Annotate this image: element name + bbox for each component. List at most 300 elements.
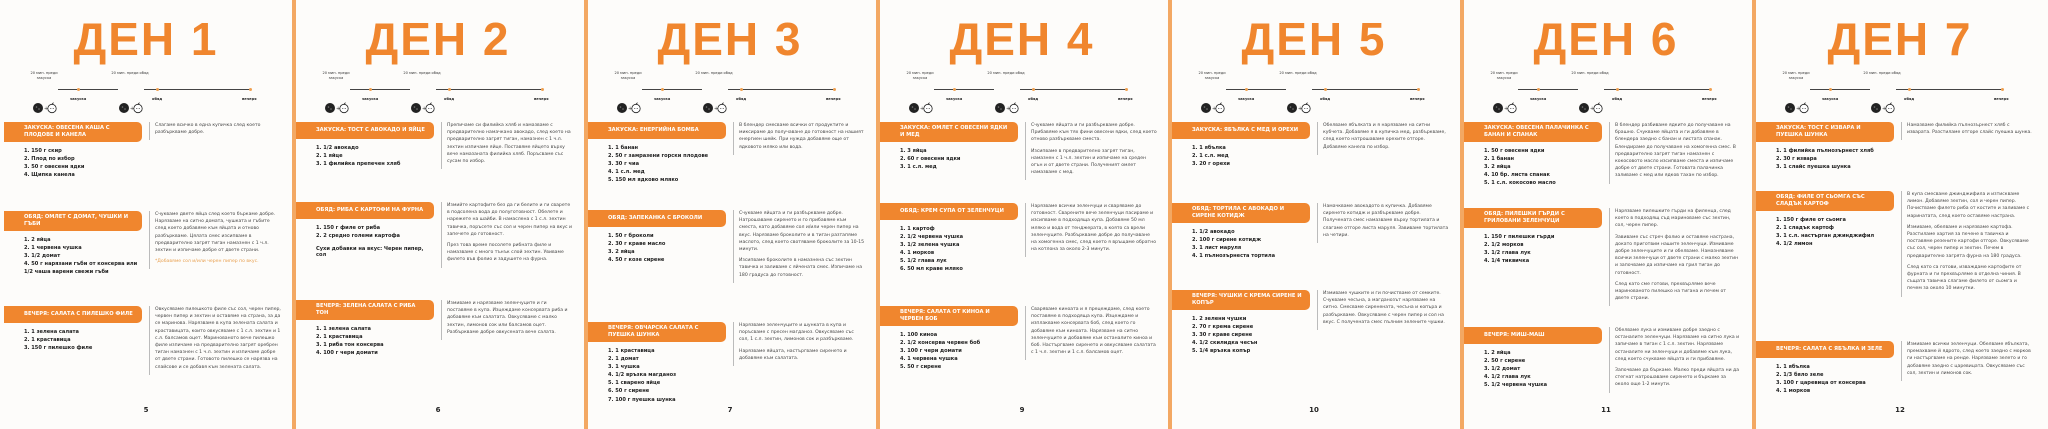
meal-breakfast	[1756, 122, 2048, 171]
timeline-label-lunch: обяд	[1904, 97, 1915, 101]
recipe-instructions	[1025, 306, 1157, 360]
ingredient-item: 3. 2 яйца	[608, 249, 635, 256]
ingredient-item: 3. 1 с.л. мед	[900, 164, 937, 171]
meal-dinner	[1756, 341, 2048, 395]
ingredient-item: 1. 1 ябълка	[1192, 145, 1226, 151]
instruction-paragraph: След като са готови, изваждаме картофите от фурната и ги прехвърляме в отделна чиния. В същата тавичка слагаме филето от сьомга и печем за около 10 минутки.	[1907, 264, 2022, 292]
meal-header: ВЕЧЕРЯ: САЛАТА ОТ КИНОА И ЧЕРВЕН БОБ	[880, 306, 1018, 326]
instruction-paragraph: Завиваме със стреч фолио и оставяме настрана, докато приготвим нашите зеленчуци. Измиваме добре зеленчуците и ги обелваме. Намазняваме всички зеленчуци от двете страни с малко зехтин и започваме да изпичаме на грил тиган до готовност.	[1615, 234, 1739, 276]
meal-header: ОБЯД: ЗАПЕКАНКА С БРОКОЛИ	[588, 210, 726, 227]
timeline-dot-lunch	[448, 88, 451, 91]
ingredient-item: 1. 50 г броколи	[608, 233, 654, 239]
timeline-label-dinner: вечеря	[1118, 97, 1133, 101]
page-number: 7	[727, 406, 733, 414]
ingredient-list	[316, 224, 434, 240]
timeline-line	[436, 89, 542, 90]
ingredient-item: 4. 1/2 скилидка чесън	[1192, 340, 1258, 347]
page-day-7	[1752, 0, 2048, 429]
ingredient-item: 2. Плод по избор	[24, 156, 75, 163]
day-title: ДЕН 4	[949, 13, 1095, 65]
instruction-paragraph: Счукваме двете яйца след което бъркаме добре. Нарязваме на ситно домата, чушката и гъбите след което добавяме към яйцата и отново разбъркваме. Цялата смес изсипваме в предварително загрят тиган намазнен с 1 ч.л. зехтин и изпичаме добре от двете страни.	[155, 212, 276, 254]
meal-lunch	[1756, 191, 2048, 292]
timeline-label-before-lunch: 20 мин. преди обяд	[111, 71, 149, 75]
svg-text:+: +	[44, 106, 49, 112]
timeline-line	[1604, 89, 1710, 90]
timeline-label-dinner: вечеря	[242, 97, 257, 101]
timeline-label-before-lunch: 20 мин. преди обяд	[403, 71, 441, 75]
ingredient-list	[1484, 147, 1602, 187]
timeline-dot-dinner	[541, 88, 544, 91]
timeline-dot-lunch	[1324, 88, 1327, 91]
meal-lunch	[588, 210, 876, 278]
timeline-line	[1896, 89, 2002, 90]
ingredient-item: 2. 1/3 бяло зеле	[1776, 372, 1824, 379]
recipe-instructions	[1317, 122, 1449, 155]
ingredient-item: 3. 30 г краве сирене	[1192, 332, 1253, 339]
instruction-paragraph: Измиваме и нарязваме зеленчуците и ги поставяме в купа. Изцеждаме консервата риба и добавяме към салатата. Овкусяваме с малко зехтин, лимонов сок или балсамов оцет. Разбъркваме добре овкусената вече салата.	[447, 301, 568, 335]
meal-header: ОБЯД: ОМЛЕТ С ДОМАТ, ЧУШКИ И ГЪБИ	[4, 211, 142, 231]
ingredient-item: 1. 2 зелени чушки	[1192, 316, 1247, 322]
timeline-label-breakfast: закуска	[362, 97, 379, 101]
ingredient-list	[24, 236, 142, 276]
page-day-2	[292, 0, 584, 429]
meal-header: ВЕЧЕРЯ: ОВЧАРСКА САЛАТА С ПУЕШКА ШУНКА	[588, 322, 726, 342]
timeline-dot-lunch	[156, 88, 159, 91]
meal-lunch	[1172, 203, 1460, 260]
ingredient-item: 2. 1 с.л. мед	[1192, 153, 1229, 160]
timeline-dot-lunch	[740, 88, 743, 91]
ingredient-item: 2. 30 г извара	[1776, 156, 1817, 163]
timeline-label-before-breakfast: 20 мин. преди закуска	[1782, 71, 1810, 80]
instruction-paragraph: Измийте картофите без да ги белите и ги сварете в подсолена вода до полуготовност. Обелете и нарежете на шайби. В намаслена с 1 с.л. зехтин тавичка, поръсете със сол и черен пипер на вкус и запечете до готовност.	[447, 203, 573, 237]
ingredient-list	[1484, 233, 1602, 265]
timeline-dot-breakfast	[77, 88, 80, 91]
meal-header: ВЕЧЕРЯ: МИШ-МАШ	[1464, 327, 1602, 344]
ingredient-item: 4. 1/2 лимон	[1776, 241, 1813, 248]
instruction-paragraph: Овкусяваме пилешкото филе със сол, черен пипер, червен пипер и зехтин и оставяме на страна, за да се маринова. Нарязваме в купа зелената салата и краставицата, които овкусяваме с 1 с.л. зехтин и 1 с.л. балсамов оцет. Маринованото вече пилешко филе изпичаме на предварително загрят оребрен тиган намазнен с 1 ч.л. зехтин и изпичаме добре от двете страни. Готовото пилешко се нарязва на слайсове и се добавя към зелената салата.	[155, 307, 281, 370]
ingredient-item: 2. 50 г замразени горски плодове	[608, 153, 709, 160]
recipe-instructions	[1609, 122, 1741, 184]
meal-dinner	[1464, 327, 1752, 389]
timeline-line	[144, 89, 250, 90]
page-day-6	[1460, 0, 1752, 429]
ingredient-item: 5. 1 сварено яйце	[608, 380, 661, 387]
timeline-label-before-lunch: 20 мин. преди обяд	[1863, 71, 1901, 75]
meal-dinner	[1172, 290, 1460, 355]
ingredient-item: 2. 1 яйце	[316, 153, 343, 160]
day-title: ДЕН 2	[365, 13, 511, 65]
ingredient-item: 4. Щипка канела	[24, 172, 75, 179]
timeline-label-before-breakfast: 20 мин. преди закуска	[1490, 71, 1518, 80]
instruction-paragraph: Нарязваме яйцата, настъргваме сиренето и добавяме към салатата.	[739, 348, 847, 361]
ingredient-item: 2. 1/2 червена чушка	[900, 234, 964, 241]
instruction-paragraph: Нарязваме зеленчуците и шунката в купа и поръсваме с пресен магданоз. Овкусяваме със сол, 1 с.л. зехтин, лимонов сок и разбъркваме.	[739, 323, 854, 343]
timeline-label-dinner: вечеря	[826, 97, 841, 101]
instruction-paragraph: Измиваме, обелваме и нарязваме картофа. Разстиламе хартия за печене в тавичка и поставяме резените картофи отгоре. Овкусяваме със сол, черен пипер и зехтин. Печем в предварително загрята фурна на 180 градуса.	[1907, 224, 2029, 259]
ingredient-item: 4. 10 бр. листа спанак	[1484, 172, 1550, 179]
instruction-paragraph: Препичаме си филийка хляб и намазваме с предварително намачкано авокадо, след което на предварително загрят тиган, намазнен с 1 ч.л. зехтин изпичаме яйце. Поставяме яйцето върху вече намазаната филийка хляб. Поръсваме със сусам по избор.	[447, 123, 571, 165]
ingredient-list	[316, 325, 434, 357]
timeline-label-before-lunch: 20 мин. преди обяд	[987, 71, 1025, 75]
timeline-line	[1518, 89, 1578, 90]
timeline-line	[1226, 89, 1286, 90]
ingredient-item: 5. 50 г сирене	[900, 364, 942, 371]
page-number: 11	[1601, 406, 1611, 414]
ingredient-list	[608, 144, 726, 184]
meal-dinner	[4, 306, 292, 370]
page-day-1	[0, 0, 292, 429]
svg-text:+: +	[628, 106, 633, 112]
instruction-paragraph: През това време посолете рибната филе и намазваме с много тънък слой зехтин. Увиваме филето във фолио и задушете на фурна.	[447, 243, 564, 263]
instruction-paragraph: Измиваме чушките и ги почистваме от семките. Счукваме чесъна, а магданозът нарязваме на ситно. Смесваме сиренената, чесъна и копъра и разбъркваме. Овкусяваме с черен пипер и сол на вкус. С получената смес пълним зелените чушки.	[1323, 291, 1445, 325]
timeline-label-lunch: обяд	[152, 97, 163, 101]
ingredient-item: 4. 1 морков	[900, 250, 935, 257]
instruction-paragraph: Слагаме всичко в една купичка след което разбъркваме добре.	[155, 123, 261, 136]
instruction-paragraph: Счукваме яйцата и ги разбъркваме добре. Прибавяме към тях фини овесени ядки, след което отново разбъркваме сместа.	[1031, 123, 1157, 143]
ingredient-item: 1. 1 картоф	[900, 226, 935, 232]
meal-timeline	[1168, 66, 1460, 112]
timeline-label-lunch: обяд	[736, 97, 747, 101]
timeline-line	[934, 89, 994, 90]
ingredient-item: 5. 1/2 червена чушка	[1484, 382, 1548, 389]
timeline-line	[1810, 89, 1870, 90]
ingredient-item: 1. 1 ябълка	[1776, 364, 1810, 370]
timeline-label-breakfast: закуска	[1822, 97, 1839, 101]
timeline-dot-breakfast	[1537, 88, 1540, 91]
ingredient-item: 1. 1 банан	[608, 145, 639, 151]
ingredient-item: 1. 150 г филе от сьомга	[1776, 217, 1846, 223]
recipe-instructions	[733, 322, 865, 366]
timeline-label-breakfast: закуска	[1530, 97, 1547, 101]
timeline-dot-lunch	[1032, 88, 1035, 91]
svg-text:+: +	[1298, 106, 1303, 112]
meal-lunch	[1464, 208, 1752, 302]
svg-text:+: +	[1882, 106, 1887, 112]
meal-header: ВЕЧЕРЯ: САЛАТА С ЯБЪЛКА И ЗЕЛЕ	[1756, 341, 1894, 358]
ingredient-list	[1776, 147, 1894, 171]
recipe-instructions	[1025, 122, 1157, 180]
recipe-instructions	[149, 211, 281, 269]
meal-timeline	[876, 66, 1168, 112]
day-title: ДЕН 5	[1241, 13, 1387, 65]
timeline-dot-breakfast	[661, 88, 664, 91]
meal-header: ЗАКУСКА: ЕНЕРГИЙНА БОМБА	[588, 122, 726, 139]
meal-timeline	[292, 66, 584, 112]
ingredient-list	[900, 147, 1018, 171]
ingredient-item: 1. 1/2 авокадо	[1192, 229, 1235, 235]
ingredient-list	[1776, 363, 1894, 395]
meal-header: ЗАКУСКА: ОВЕСЕНА КАША С ПЛОДОВЕ И КАНЕЛА	[4, 122, 142, 142]
timeline-label-before-breakfast: 20 мин. преди закуска	[30, 71, 58, 80]
ingredient-item: 4. 1 с.л. мед	[608, 169, 645, 176]
recipe-instructions	[1317, 290, 1449, 330]
instruction-paragraph: Нарязваме пилешките гърди на филенца, след което в подходящ съд мариноваме със зехтин, сол, черен пипер.	[1615, 209, 1731, 229]
seasoning-note: Сухи добавки на вкус: Черен пипер, сол	[316, 246, 424, 259]
recipe-instructions	[1901, 122, 2033, 140]
ingredient-item: 4. 1/2 връзка магданоз	[608, 372, 677, 379]
instruction-paragraph: Измиваме всички зеленчуци. Обелваме ябълката, премахваме й ядрото, след което заедно с морков ги настъргваме на ренде. Нарязваме зелето и го добавяме заедно с царевицата. Овкусяваме със сол, зехтин и лимонов сок.	[1907, 342, 2031, 376]
recipe-instructions	[1025, 203, 1157, 257]
meal-header: ЗАКУСКА: ТОСТ С ИЗВАРА И ПУЕШКА ШУНКА	[1756, 122, 1894, 142]
timeline-dot-breakfast	[953, 88, 956, 91]
ingredient-item: 2. 1 банан	[1484, 156, 1515, 163]
page-number: 12	[1895, 406, 1905, 414]
recipe-instructions	[733, 210, 865, 283]
timeline-label-breakfast: закуска	[1238, 97, 1255, 101]
instruction-paragraph: След като сме готови, прехвърляме вече маринованото пилешко на тигана и печем от двете страни.	[1615, 281, 1726, 302]
instruction-paragraph: Изсипваме в предварително загрят тиган, намазнен с 1 ч.л. зехтин и изпичаме на среден огън и от двете страни. Полученият омлет намазваме с мед.	[1031, 148, 1147, 176]
timeline-dot-dinner	[833, 88, 836, 91]
timeline-dot-breakfast	[369, 88, 372, 91]
timeline-line	[728, 89, 834, 90]
timeline-dot-dinner	[1417, 88, 1420, 91]
ingredient-list	[1192, 315, 1310, 355]
recipe-instructions	[441, 122, 573, 169]
timeline-dot-dinner	[2001, 88, 2004, 91]
meal-lunch	[4, 211, 292, 276]
recipe-instructions	[149, 306, 281, 375]
ingredient-item: 3. 150 г пилешко филе	[24, 345, 93, 352]
timeline-label-before-breakfast: 20 мин. преди закуска	[322, 71, 350, 80]
instruction-paragraph: Обелваме ябълката и я нарязваме на ситни кубчета. Добавяме я в купичка мед, разбъркваме, след което натрошаваме орехите отгоре. Добавяме канела по избор.	[1323, 123, 1446, 150]
ingredient-item: 3. 1/2 домат	[24, 253, 61, 260]
page-number: 10	[1309, 406, 1319, 414]
ingredient-item: 1. 1 зелена салата	[24, 329, 79, 335]
timeline-dot-breakfast	[1245, 88, 1248, 91]
timeline-line	[58, 89, 118, 90]
instruction-paragraph: Сваряваме киноата и я прецеждаме, след което поставяме в подходяща купа. Изцеждаме и изплакваме консервата боб, след което го добавяме към киноата. Нарязване на ситно зеленчуците и добавяме към останалите киноа и боб. Настъргваме сиренето и овкусяваме салатата с 1 ч.л. зехтин и 1 с.л. балсамов оцет.	[1031, 307, 1156, 356]
timeline-label-breakfast: закуска	[70, 97, 87, 101]
timeline-label-lunch: обяд	[1612, 97, 1623, 101]
ingredient-item: 3. 1 риба тон консерва	[316, 342, 384, 349]
ingredient-item: 1. 2 яйца	[1484, 350, 1511, 356]
timeline-label-lunch: обяд	[1320, 97, 1331, 101]
meal-lunch	[296, 202, 584, 263]
ingredient-item: 3. 100 г чери домати	[900, 348, 962, 355]
ingredient-item: 2. 70 г крема сирене	[1192, 324, 1254, 331]
meal-dinner	[588, 322, 876, 404]
timeline-dot-dinner	[249, 88, 252, 91]
instruction-paragraph: В купа смесваме джинджифила и изтискваме лимон. Добавяме зехтин, сол и черен пипер. Почистваме филето риба от костите и заливаме с маринатата, след което оставяме настрана.	[1907, 192, 2030, 219]
svg-text:+: +	[1006, 106, 1011, 112]
ingredient-item: 3. 1/2 домат	[1484, 366, 1521, 373]
ingredient-item: 1. 3 яйца	[900, 148, 927, 154]
meal-breakfast	[1464, 122, 1752, 187]
meal-header: ОБЯД: КРЕМ СУПА ОТ ЗЕЛЕНЧУЦИ	[880, 203, 1018, 220]
timeline-dot-lunch	[1616, 88, 1619, 91]
ingredient-item: 2. 30 г краве масло	[608, 241, 666, 248]
instruction-paragraph: В блендер смесваме всички от продуктите и миксираме до получаване до готовност на нашият енергиен шейк. При нужда добавяме още от ядковото мляко или вода.	[739, 123, 864, 150]
timeline-label-before-breakfast: 20 мин. преди закуска	[1198, 71, 1226, 80]
ingredient-item: 3. 1 лист маруля	[1192, 245, 1242, 252]
ingredient-item: 4. 1/2 глава лук	[1484, 374, 1531, 381]
ingredient-item: 1. 1/2 авокадо	[316, 145, 359, 151]
day-title: ДЕН 1	[73, 13, 219, 65]
recipe-instructions	[441, 202, 573, 268]
ingredient-item: 2. 1 домат	[608, 356, 639, 363]
ingredient-item: 2. 60 г овесени ядки	[900, 156, 961, 163]
meal-header: ВЕЧЕРЯ: ЗЕЛЕНА САЛАТА С РИБА ТОН	[296, 300, 434, 320]
ingredient-item: 1. 50 г овесени ядки	[1484, 148, 1545, 154]
ingredient-item: 5. 1/4 връзка копър	[1192, 348, 1251, 355]
meal-header: ОБЯД: ТОРТИЛА С АВОКАДО И СИРЕНЕ КОТИДЖ	[1172, 203, 1310, 223]
ingredient-item: 2. 1 краставица	[24, 337, 71, 344]
recipe-instructions	[1901, 341, 2033, 381]
svg-text:+: +	[1796, 106, 1801, 112]
ingredient-item: 3. 20 г орехи	[1192, 161, 1231, 168]
ingredient-item: 3. 1 слайс пуешка шунка	[1776, 164, 1851, 171]
page-number: 6	[435, 406, 441, 414]
svg-text:+: +	[1504, 106, 1509, 112]
ingredient-item: 4. 50 г нарязани гъби от консерва или 1/2 чаша варени свежи гъби	[24, 261, 138, 276]
timeline-line	[350, 89, 410, 90]
ingredient-item: 1. 1 краставица	[608, 348, 655, 354]
meal-header: ОБЯД: ФИЛЕ ОТ СЬОМГА СЪС СЛАДЪК КАРТОФ	[1756, 191, 1894, 211]
meal-header: ВЕЧЕРЯ: ЧУШКИ С КРЕМА СИРЕНЕ И КОПЪР	[1172, 290, 1310, 310]
timeline-label-lunch: обяд	[1028, 97, 1039, 101]
ingredient-item: 3. 2 яйца	[1484, 164, 1511, 171]
page-number: 5	[143, 406, 149, 414]
meal-breakfast	[880, 122, 1168, 176]
timeline-label-dinner: вечеря	[1994, 97, 2009, 101]
ingredient-list	[316, 144, 434, 168]
ingredient-item: 6. 50 г сирене	[608, 388, 650, 395]
ingredient-list	[1192, 144, 1310, 168]
meal-timeline	[1460, 66, 1752, 112]
timeline-label-lunch: обяд	[444, 97, 455, 101]
meal-lunch	[880, 203, 1168, 274]
timeline-label-before-lunch: 20 мин. преди обяд	[695, 71, 733, 75]
svg-text:+: +	[920, 106, 925, 112]
ingredient-item: 1. 100 киноа	[900, 332, 938, 338]
timeline-line	[1020, 89, 1126, 90]
meal-dinner	[880, 306, 1168, 371]
ingredient-item: 4. 1 пълнозърнеста тортила	[1192, 253, 1276, 260]
ingredient-item: 2. 1 червена чушка	[24, 245, 82, 252]
timeline-label-breakfast: закуска	[654, 97, 671, 101]
instruction-paragraph: Намачкваме авокадото в купичка. Добавяме сиренето котидж и разбъркваме добре. Получената смес намазваме върху тортилата и слагаме отгоре листа маруля. Завиваме тортилата на четири.	[1323, 204, 1449, 238]
ingredient-list	[1776, 216, 1894, 248]
instruction-paragraph: Обелваме лука и измиваме добре заедно с останалите зеленчуци. Нарязваме на ситно лука и запичаме в тиган с 1 с.л. зехтин. Нарязваме останалите ни зеленчуци и добавяме към лука, след което счукваме яйцата и ги прибавяме.	[1615, 328, 1740, 362]
timeline-label-before-lunch: 20 мин. преди обяд	[1279, 71, 1317, 75]
meal-header: ЗАКУСКА: ОМЛЕТ С ОВЕСЕНИ ЯДКИ И МЕД	[880, 122, 1018, 142]
ingredient-list	[608, 347, 726, 404]
page-day-4	[876, 0, 1168, 429]
instruction-paragraph: Изсипваме броколите в намазнена със зехтин тавичка и заливаме с яйчената смес. Изпичаме на 180 градуса до готовност.	[739, 258, 863, 278]
meal-header: ОБЯД: РИБА С КАРТОФИ НА ФУРНА	[296, 202, 434, 219]
recipe-instructions	[149, 122, 281, 140]
ingredient-list	[1192, 228, 1310, 260]
ingredient-item: 2. 100 г сирене котидж	[1192, 237, 1262, 244]
day-title: ДЕН 3	[657, 13, 803, 65]
meal-header: ВЕЧЕРЯ: САЛАТА С ПИЛЕШКО ФИЛЕ	[4, 306, 142, 323]
page-number: 9	[1019, 406, 1025, 414]
timeline-dot-breakfast	[1829, 88, 1832, 91]
recipe-instructions	[1317, 203, 1449, 243]
day-title: ДЕН 6	[1533, 13, 1679, 65]
svg-text:+: +	[336, 106, 341, 112]
ingredient-item: 1. 150 г филе от риба	[316, 225, 381, 231]
ingredient-item: 1. 1 филийка пълнозърнест хляб	[1776, 148, 1874, 154]
svg-text:+: +	[130, 106, 135, 112]
instruction-paragraph: Счукваме яйцата и ги разбъркваме добре. Натрошаваме сиренето и го прибавяме към сместа, като добавяме сол и/или черен пипер на вкус. Нарязваме броколите и в тиган разтапяме маслото, след което свотяваме броколите за 10-15 минути.	[739, 211, 865, 253]
ingredient-item: 2. 50 г сирене	[1484, 358, 1526, 365]
ingredient-item: 3. 1 с.л. настърган джинджифил	[1776, 233, 1875, 240]
ingredient-item: 4. 100 г чери домати	[316, 350, 378, 357]
ingredient-item: 3. 1 чушка	[608, 364, 640, 371]
recipe-instructions	[1609, 327, 1741, 393]
ingredient-item: 3. 1/2 зелена чушка	[900, 242, 960, 249]
timeline-line	[642, 89, 702, 90]
meal-header: ЗАКУСКА: ТОСТ С АВОКАДО И ЯЙЦЕ	[296, 122, 434, 139]
timeline-label-before-lunch: 20 мин. преди обяд	[1571, 71, 1609, 75]
instruction-paragraph: Нарязваме всички зеленчуци и сваряваме до готовност. Сварените вече зеленчуци пасираме и изсипваме в подходяща купа. Добавяме 50 мл мляко и вода от тенджерата, в която са врели зеленчуците. Разбъркваме добре до получаване на хомогенна смес, след което я връщаме обратно на котлона за около 2-3 минути.	[1031, 204, 1157, 253]
meal-breakfast	[588, 122, 876, 184]
ingredient-list	[608, 232, 726, 264]
recipe-instructions	[733, 122, 865, 155]
instruction-paragraph: Намазваме филийка пълнозърнест хляб с изварата. Разстиламе отгоре слайс пуешка шунка.	[1907, 123, 2032, 136]
svg-text:+: +	[1212, 106, 1217, 112]
meal-timeline	[584, 66, 876, 112]
svg-text:+: +	[1590, 106, 1595, 112]
instruction-paragraph: Започваме да бъркаме. Малко преди яйцата ни да стегнат натрошаваме сиренето и бъркаме за около още 1-2 минути.	[1615, 368, 1740, 388]
ingredient-item: 3. 50 г овесени ядки	[24, 164, 85, 171]
ingredient-item: 5. 1 с.л. кокосово масло	[1484, 180, 1556, 187]
ingredient-list	[900, 225, 1018, 274]
ingredient-item: 5. 1/2 глава лук	[900, 258, 947, 265]
instruction-paragraph: В блендер разбиваме ядките до получаване на брашно. Счукваме яйцата и ги добавяме в блендера заедно с банан и листата спанак. Блендираме до получаване на хомогенна смес. В предварително загрят тиган намазнен с кокосовото масло изсипваме сместа и изпичаме добре от двете страни. Готовата палачинка заливаме с мед или ядков тахан по избор.	[1615, 123, 1736, 179]
ingredient-item: 2. 1/2 морков	[1484, 242, 1524, 249]
svg-text:+: +	[422, 106, 427, 112]
ingredient-list	[24, 147, 142, 179]
ingredient-list	[900, 331, 1018, 371]
ingredient-item: 2. 1 краставица	[316, 334, 363, 341]
recipe-instructions	[1609, 208, 1741, 306]
ingredient-item: 1. 150 г скир	[24, 148, 62, 154]
meal-header: ОБЯД: ПИЛЕШКИ ГЪРДИ С ГРИЛОВАНИ ЗЕЛЕНЧУЦИ	[1464, 208, 1602, 228]
timeline-label-breakfast: закуска	[946, 97, 963, 101]
timeline-label-dinner: вечеря	[534, 97, 549, 101]
ingredient-item: 2. 2 средно големи картофа	[316, 233, 400, 240]
ingredient-item: 4. 50 г козе сирене	[608, 257, 665, 264]
ingredient-item: 4. 1 червена чушка	[900, 356, 958, 363]
timeline-dot-lunch	[1908, 88, 1911, 91]
ingredient-item: 3. 100 г царевица от консерва	[1776, 380, 1866, 387]
timeline-label-before-breakfast: 20 мин. преди закуска	[906, 71, 934, 80]
ingredient-item: 4. 1 морков	[1776, 388, 1811, 395]
seasoning-tip: *Добавяме сол и/или черен пипер по вкус.	[155, 259, 259, 265]
ingredient-item: 3. 1/2 глава лук	[1484, 250, 1531, 257]
ingredient-item: 4. 1/4 тиквичка	[1484, 258, 1530, 265]
page-day-5	[1168, 0, 1460, 429]
ingredient-item: 2. 1/2 консерва червен боб	[900, 340, 981, 347]
timeline-label-dinner: вечеря	[1702, 97, 1717, 101]
svg-text:+: +	[714, 106, 719, 112]
timeline-label-before-breakfast: 20 мин. преди закуска	[614, 71, 642, 80]
ingredient-item: 5. 150 мл ядково мляко	[608, 177, 679, 184]
day-title: ДЕН 7	[1827, 13, 1973, 65]
meal-breakfast	[1172, 122, 1460, 168]
ingredient-item: 2. 1 сладък картоф	[1776, 225, 1834, 232]
meal-dinner	[296, 300, 584, 357]
ingredient-list	[1484, 349, 1602, 389]
ingredient-list	[24, 328, 142, 352]
timeline-dot-dinner	[1125, 88, 1128, 91]
ingredient-item: 1. 150 г пилешки гърди	[1484, 234, 1555, 240]
ingredient-item: 6. 50 мл краве мляко	[900, 266, 963, 273]
timeline-dot-dinner	[1709, 88, 1712, 91]
timeline-line	[1312, 89, 1418, 90]
